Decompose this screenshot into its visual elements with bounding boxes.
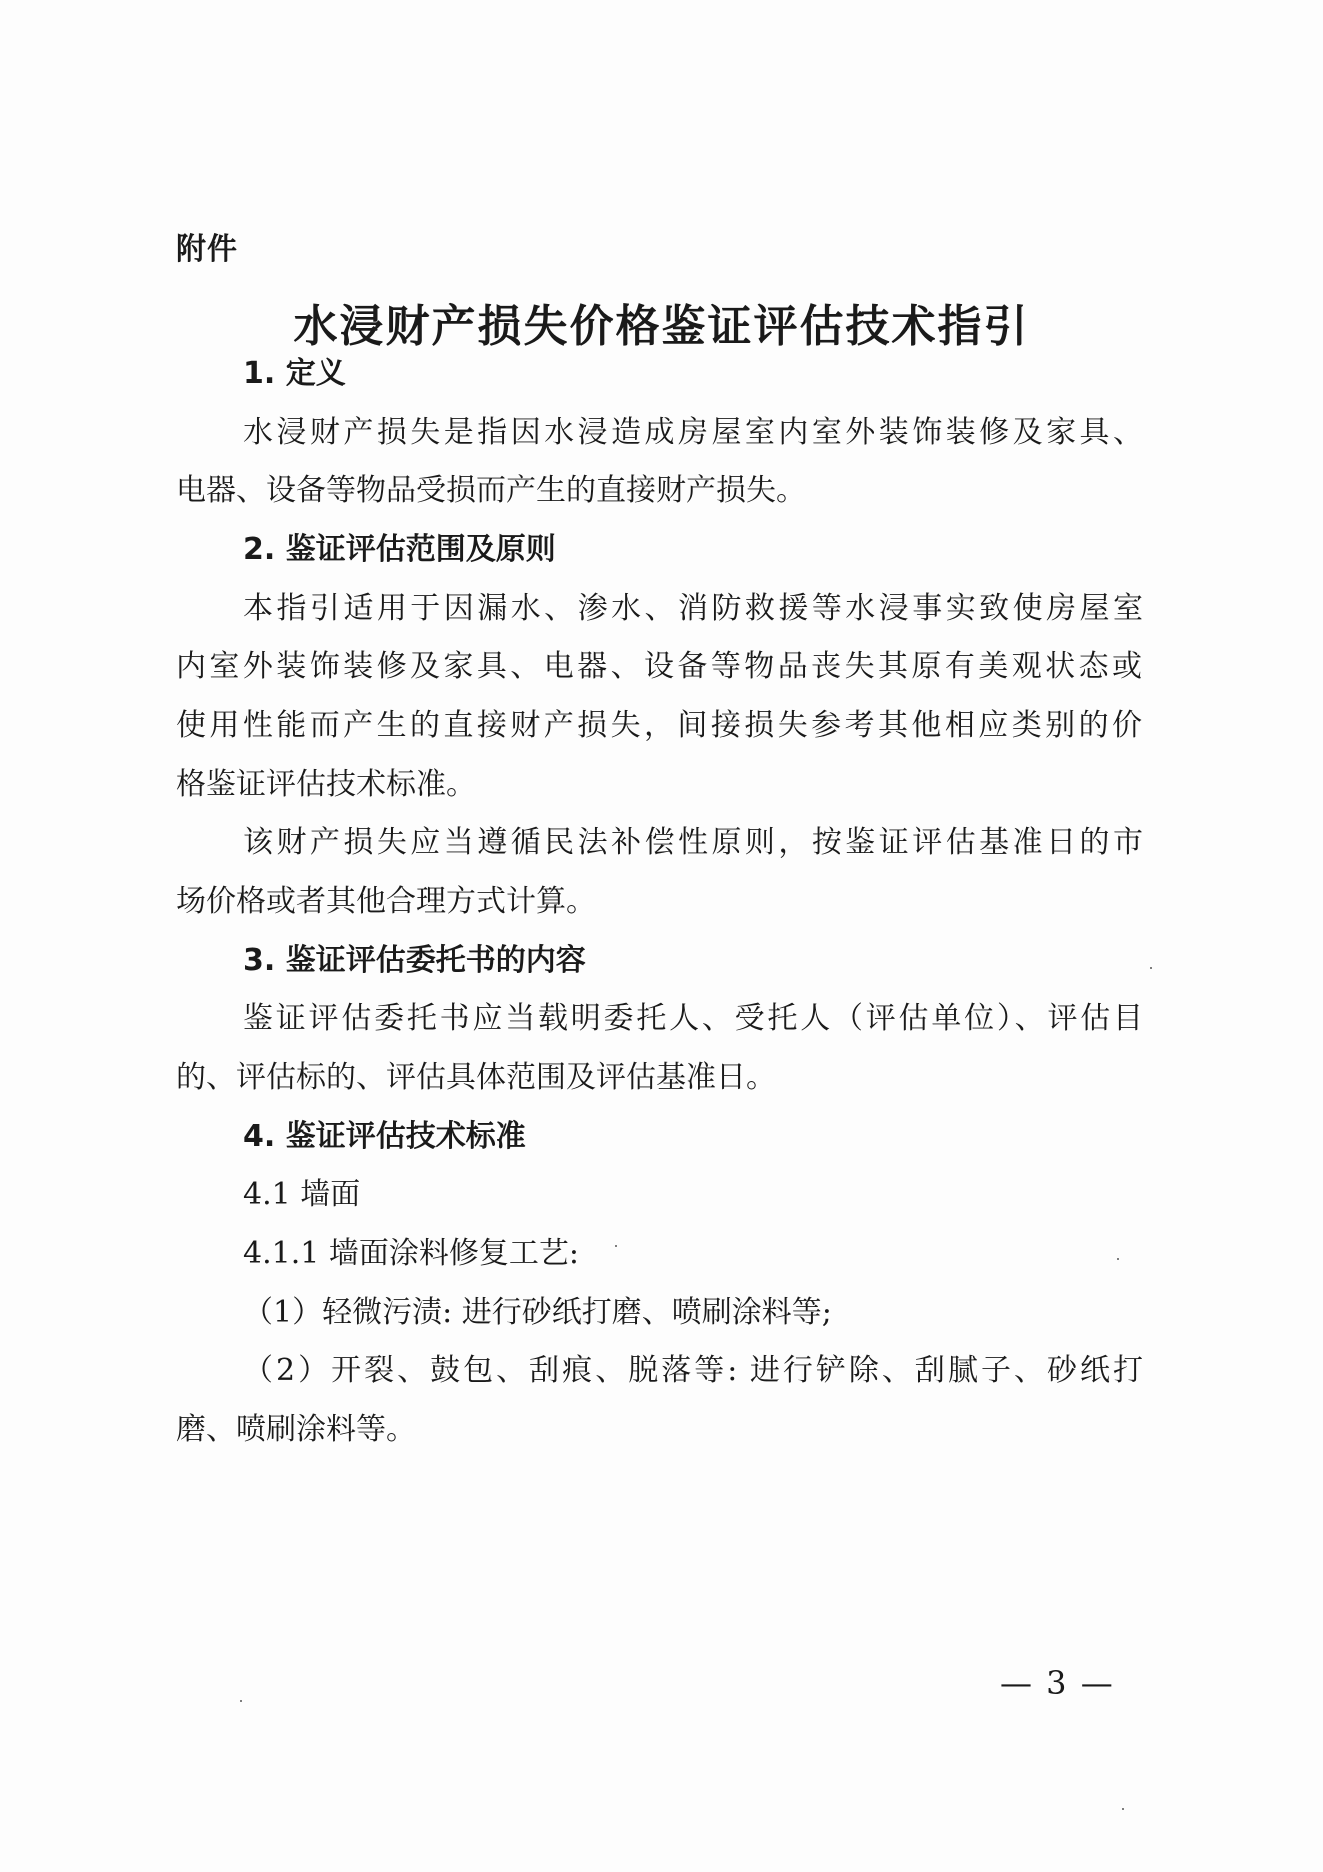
paragraph-line: 鉴证评估委托书应当载明委托人、受托人（评估单位）、评估目 <box>243 1001 1143 1036</box>
section-4-heading: 4. 鉴证评估技术标准 <box>243 1119 526 1154</box>
paragraph-line: 场价格或者其他合理方式计算。 <box>176 884 596 919</box>
scan-speck <box>1117 1258 1119 1260</box>
document-title: 水浸财产损失价格鉴证评估技术指引 <box>293 301 1030 352</box>
page-number: — 3 — <box>1000 1664 1115 1702</box>
paragraph-line: 使用性能而产生的直接财产损失，间接损失参考其他相应类别的价 <box>176 708 1142 743</box>
paragraph-line: 格鉴证评估技术标准。 <box>176 767 476 802</box>
paragraph-line: 本指引适用于因漏水、渗水、消防救援等水浸事实致使房屋室 <box>243 591 1143 626</box>
paragraph-line: 该财产损失应当遵循民法补偿性原则，按鉴证评估基准日的市 <box>243 825 1143 860</box>
section-2-heading: 2. 鉴证评估范围及原则 <box>243 532 556 567</box>
attachment-label: 附件 <box>176 232 238 267</box>
scan-speck <box>1150 967 1152 969</box>
scan-speck <box>1122 1808 1124 1810</box>
list-item: （1）轻微污渍: 进行砂纸打磨、喷刷涂料等; <box>243 1295 832 1330</box>
subsection-4-1-heading: 4.1 墙面 <box>243 1177 361 1212</box>
paragraph-line: 内室外装饰装修及家具、电器、设备等物品丧失其原有美观状态或 <box>176 649 1142 684</box>
section-3-heading: 3. 鉴证评估委托书的内容 <box>243 943 586 978</box>
list-item: （2）开裂、鼓包、刮痕、脱落等: 进行铲除、刮腻子、砂纸打 <box>243 1353 1143 1388</box>
section-1-heading: 1. 定义 <box>243 356 346 391</box>
list-item-continuation: 磨、喷刷涂料等。 <box>176 1412 416 1447</box>
paragraph-line: 电器、设备等物品受损而产生的直接财产损失。 <box>176 473 806 508</box>
scan-speck <box>615 1245 617 1247</box>
scan-speck <box>240 1700 242 1702</box>
paragraph-line: 水浸财产损失是指因水浸造成房屋室内室外装饰装修及家具、 <box>243 415 1143 450</box>
subsection-4-1-1-heading: 4.1.1 墙面涂料修复工艺: <box>243 1236 579 1271</box>
paragraph-line: 的、评估标的、评估具体范围及评估基准日。 <box>176 1060 776 1095</box>
